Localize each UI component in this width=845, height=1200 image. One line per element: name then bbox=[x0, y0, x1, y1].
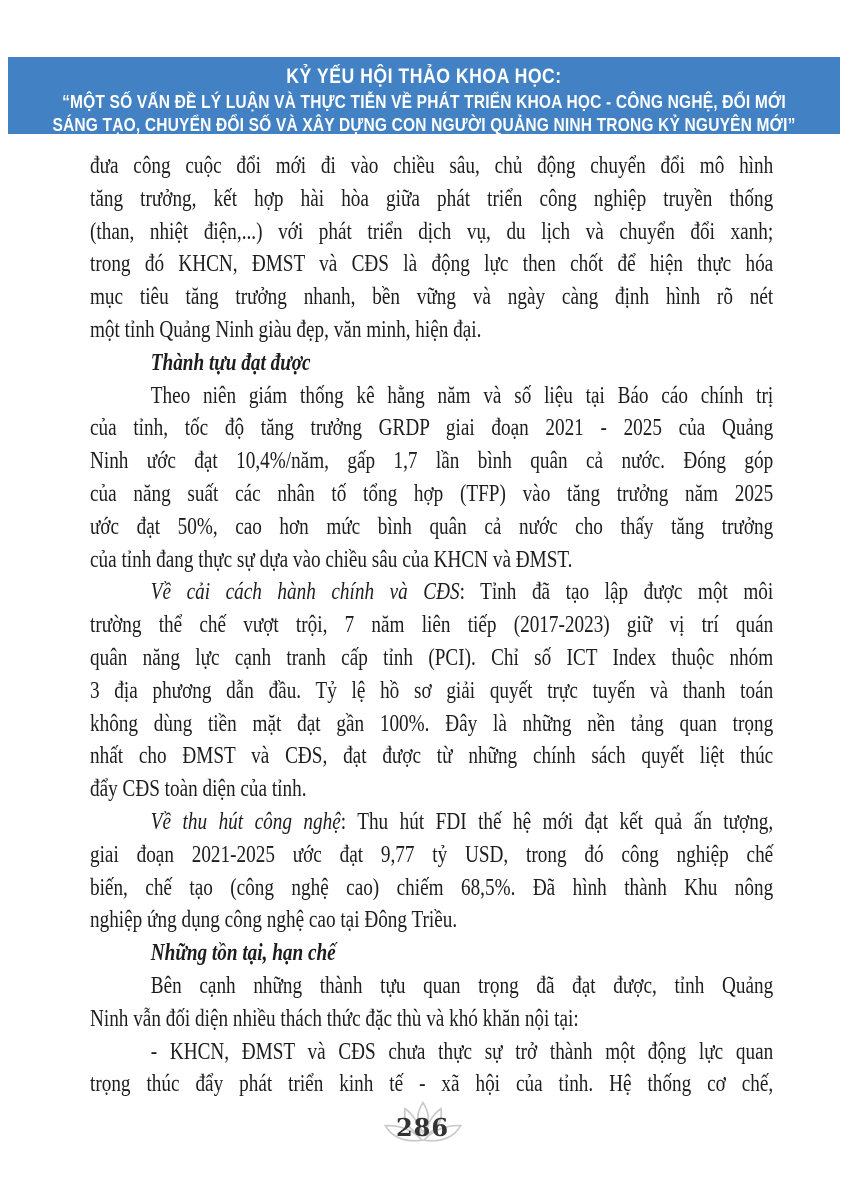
text-line bbox=[90, 248, 773, 281]
text-run: Bên cạnh những thành tựu quan trọng đã đạt được, tỉnh Quảng bbox=[150, 972, 774, 999]
text-line bbox=[90, 872, 773, 905]
text-run: quân năng lực cạnh tranh cấp tỉnh (PCI). Chỉ số ICT Index thuộc nhóm bbox=[90, 644, 774, 671]
proceedings-title: KỶ YẾU HỘI THẢO KHOA HỌC: bbox=[286, 65, 562, 88]
text-line bbox=[90, 576, 773, 609]
text-run: giai đoạn 2021-2025 ước đạt 9,77 tỷ USD, trong đó công nghiệp chế bbox=[90, 841, 774, 868]
page-number: 286 bbox=[395, 1113, 450, 1142]
section-heading bbox=[90, 937, 773, 970]
text-line bbox=[90, 216, 773, 249]
text-run: biến, chế tạo (công nghệ cao) chiếm 68,5%. Đã hình thành Khu nông bbox=[90, 874, 774, 901]
text-line bbox=[90, 904, 773, 937]
text-run: Về cải cách hành chính và CĐS bbox=[150, 579, 460, 606]
conference-title-line-1: “MỘT SỐ VẤN ĐỀ LÝ LUẬN VÀ THỰC TIỄN VỀ PHÁT TRIỂN KHOA HỌC - CÔNG NGHỆ, ĐỔI MỚI bbox=[62, 91, 786, 112]
text-line bbox=[90, 806, 773, 839]
text-run: không dùng tiền mặt đạt gần 100%. Đây là những nền tảng quan trọng bbox=[90, 710, 774, 737]
section-heading bbox=[90, 347, 773, 380]
text-line bbox=[90, 183, 773, 216]
text-line bbox=[90, 281, 773, 314]
text-line bbox=[90, 708, 773, 741]
text-run: trọng thúc đẩy phát triển kinh tế - xã hội của tỉnh. Hệ thống cơ chế, bbox=[90, 1071, 774, 1098]
text-line bbox=[90, 544, 773, 577]
text-line bbox=[90, 1036, 773, 1069]
page-footer bbox=[0, 1100, 845, 1160]
conference-title-line-2: SÁNG TẠO, CHUYỂN ĐỔI SỐ VÀ XÂY DỰNG CON NGƯỜI QUẢNG NINH TRONG KỶ NGUYÊN MỚI” bbox=[52, 114, 796, 134]
text-run: tăng trưởng, kết hợp hài hòa giữa phát triển công nghiệp truyền thống bbox=[90, 185, 774, 212]
text-line bbox=[90, 1068, 773, 1101]
text-run: 3 địa phương dẫn đầu. Tỷ lệ hồ sơ giải quyết trực tuyến và thanh toán bbox=[90, 677, 774, 704]
text-run: : Thu hút FDI thế hệ mới đạt kết quả ấn tượng, bbox=[340, 808, 774, 835]
text-line bbox=[90, 478, 773, 511]
section-heading-text: Những tồn tại, hạn chế bbox=[150, 940, 336, 967]
text-line bbox=[90, 609, 773, 642]
text-run: Ninh vẫn đối diện nhiều thách thức đặc thù và khó khăn nội tại: bbox=[90, 1005, 579, 1032]
text-line bbox=[90, 380, 773, 413]
text-line bbox=[90, 642, 773, 675]
text-line bbox=[90, 1003, 773, 1036]
text-line bbox=[90, 150, 773, 183]
text-run: của tỉnh, tốc độ tăng trưởng GRDP giai đoạn 2021 - 2025 của Quảng bbox=[90, 415, 774, 442]
text-run: (than, nhiệt điện,...) với phát triển dịch vụ, du lịch và chuyển đổi xanh; bbox=[90, 218, 774, 245]
running-head-text bbox=[8, 57, 840, 134]
text-run: nhất cho ĐMST và CĐS, đạt được từ những chính sách quyết liệt thúc bbox=[90, 743, 774, 770]
text-run: đẩy CĐS toàn diện của tỉnh. bbox=[90, 776, 307, 803]
text-run: - KHCN, ĐMST và CĐS chưa thực sự trở thành một động lực quan bbox=[150, 1038, 774, 1065]
text-run: Theo niên giám thống kê hằng năm và số liệu tại Báo cáo chính trị bbox=[150, 382, 774, 409]
text-line bbox=[90, 511, 773, 544]
text-run: nghiệp ứng dụng công nghệ cao tại Đông Triều. bbox=[90, 907, 458, 934]
text-line bbox=[90, 773, 773, 806]
text-line bbox=[90, 970, 773, 1003]
section-heading-text: Thành tựu đạt được bbox=[150, 349, 311, 376]
running-head-banner bbox=[8, 57, 840, 134]
text-line bbox=[90, 839, 773, 872]
text-line bbox=[90, 412, 773, 445]
text-run: một tỉnh Quảng Ninh giàu đẹp, văn minh, hiện đại. bbox=[90, 316, 482, 343]
text-run: đưa công cuộc đổi mới đi vào chiều sâu, chủ động chuyển đổi mô hình bbox=[90, 153, 774, 179]
text-run: Về thu hút công nghệ bbox=[150, 808, 341, 835]
text-column bbox=[90, 150, 773, 1101]
text-run: mục tiêu tăng trưởng nhanh, bền vững và ngày càng định hình rõ nét bbox=[90, 284, 774, 311]
text-run: của năng suất các nhân tố tổng hợp (TFP) vào tăng trưởng năm 2025 bbox=[90, 480, 774, 507]
text-run: Ninh ước đạt 10,4%/năm, gấp 1,7 lần bình quân cả nước. Đóng góp bbox=[90, 448, 774, 475]
text-line bbox=[90, 675, 773, 708]
text-run: ước đạt 50%, cao hơn mức bình quân cả nước cho thấy tăng trưởng bbox=[90, 513, 774, 540]
text-run: của tỉnh đang thực sự dựa vào chiều sâu của KHCN và ĐMST. bbox=[90, 546, 573, 573]
text-run: : Tỉnh đã tạo lập được một môi bbox=[459, 579, 774, 606]
text-line bbox=[90, 314, 773, 347]
text-line bbox=[90, 740, 773, 773]
text-line bbox=[90, 445, 773, 478]
text-run: trường thể chế vượt trội, 7 năm liên tiếp (2017-2023) giữ vị trí quán bbox=[90, 612, 774, 639]
text-run: trong đó KHCN, ĐMST và CĐS là động lực then chốt để hiện thực hóa bbox=[90, 251, 774, 278]
